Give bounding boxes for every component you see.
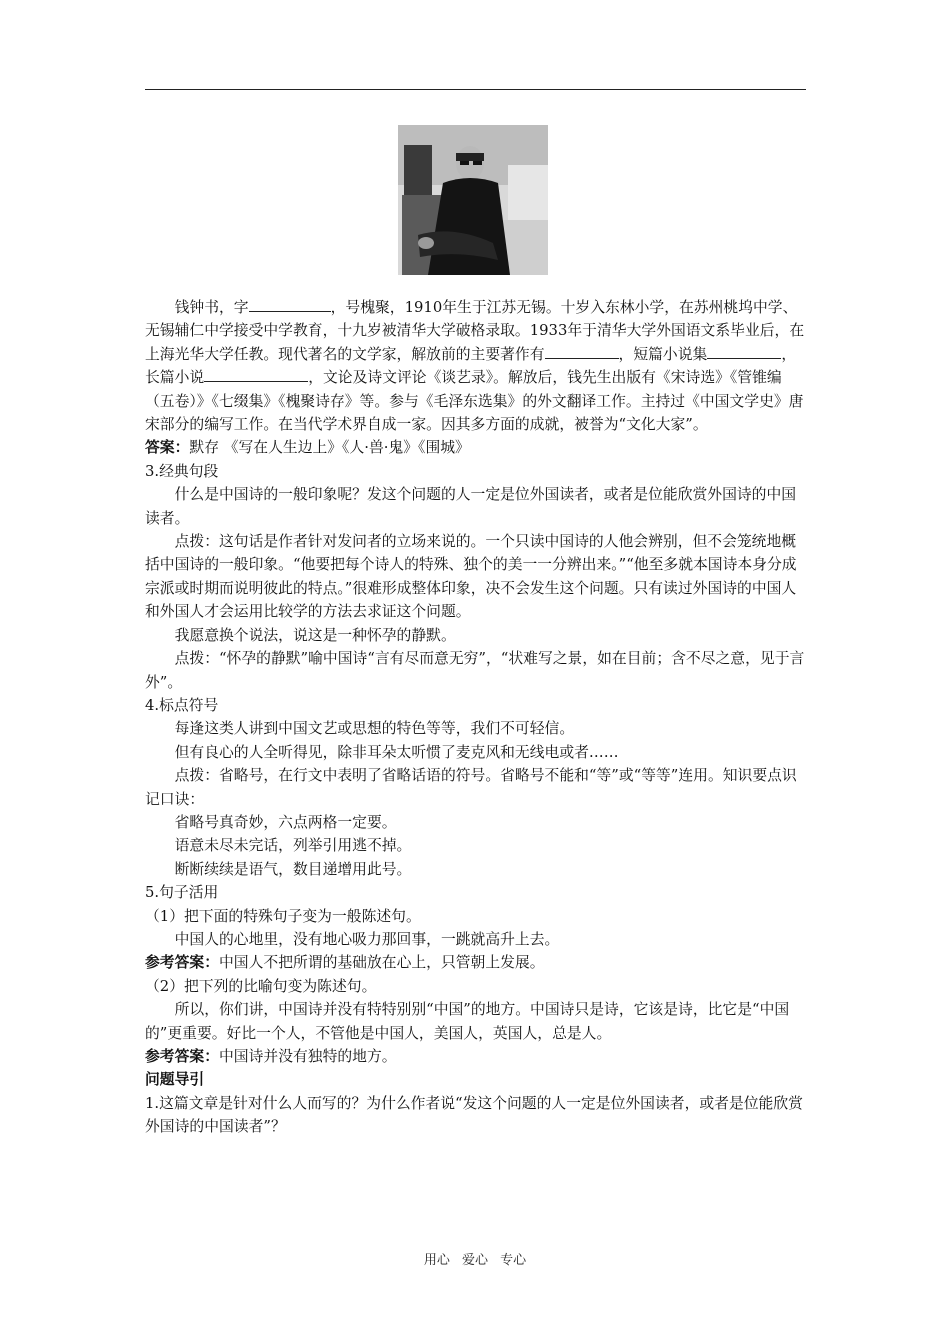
section-4-line-1: 每逢这类人讲到中国文艺或思想的特色等等，我们不可轻信。 <box>174 720 575 738</box>
intro-answer <box>145 436 807 459</box>
answer-label: 答案： <box>145 439 190 457</box>
intro-paragraph <box>145 296 807 436</box>
fill-blank-courtesy-name <box>249 296 331 312</box>
header-rule <box>145 89 806 90</box>
section-5-answer-2 <box>145 1045 807 1068</box>
question-guide-heading: 问题导引 <box>145 1071 205 1089</box>
reference-answer-2: 中国诗并没有独特的地方。 <box>219 1048 397 1065</box>
section-4-heading: 4.标点符号 <box>145 696 219 714</box>
intro-text-4: ，长篇小说 <box>145 345 797 387</box>
reference-answer-1: 中国人不把所谓的基础放在心上，只管朝上发展。 <box>219 954 545 972</box>
section-4-line-2: 但有良心的人全听得见，除非耳朵太听惯了麦克风和无线电或者…… <box>174 743 619 761</box>
section-3-quote-2: 我愿意换个说法，说这是一种怀孕的静默。 <box>174 626 456 644</box>
intro-text-3: ，短篇小说集 <box>618 345 708 363</box>
section-4-verse-1: 省略号真奇妙，六点两格一定要。 <box>174 813 397 831</box>
author-portrait-image <box>398 125 548 275</box>
fill-blank-essay-collection <box>545 343 619 359</box>
section-3-note-2: 点拨：“怀孕的静默”喻中国诗“言有尽而意无穷”，“状难写之景，如在目前；含不尽之意，见于言外”。 <box>145 650 805 691</box>
fill-blank-short-story-collection <box>707 343 781 359</box>
section-5-question-1: （1）把下面的特殊句子变为一般陈述句。 <box>145 907 421 925</box>
page-footer: 用心 爱心 专心 <box>423 1253 527 1268</box>
section-5-question-2-text: 所以，你们讲，中国诗并没有特特别别“中国”的地方。中国诗只是诗，它该是诗，比它是“中国的”更重要。好比一个人，不管他是中国人，美国人，英国人，总是人。 <box>145 1001 790 1042</box>
reference-answer-label: 参考答案： <box>145 954 219 972</box>
section-5-question-2: （2）把下列的比喻句变为陈述句。 <box>145 977 377 995</box>
fill-blank-novel <box>204 366 308 382</box>
document-body <box>145 296 807 1139</box>
intro-text-5: ，文论及诗文评论《谈艺录》。解放后，钱先生出版有《宋诗选》《管锥编（五卷）》《七缀集》《槐聚诗存》等。参与《毛泽东选集》的外文翻译工作。主持过《中国文学史》唐宋部分的编写工作。在当代学术界自成一家。因其多方面的成就，被誉为“文化大家”。 <box>145 369 804 434</box>
section-5-answer-1 <box>145 951 807 974</box>
section-3-quote-1: 什么是中国诗的一般印象呢？发这个问题的人一定是位外国读者，或者是位能欣赏外国诗的中国读者。 <box>145 486 797 527</box>
answer-text: 默存 《写在人生边上》《人·兽·鬼》《围城》 <box>189 439 470 457</box>
section-5-question-1-text: 中国人的心地里，没有地心吸力那回事，一跳就高升上去。 <box>174 930 560 948</box>
section-3-heading: 3.经典句段 <box>145 462 219 480</box>
intro-text-1: 钱钟书，字 <box>174 299 249 316</box>
question-guide-item-1: 1.这篇文章是针对什么人而写的？为什么作者说“发这个问题的人一定是位外国读者，或者是位能欣赏外国诗的中国读者”？ <box>145 1094 803 1136</box>
section-4-verse-2: 语意未尽未完话，列举引用逃不掉。 <box>174 837 412 855</box>
section-3-note-1: 点拨：这句话是作者针对发问者的立场来说的。一个只读中国诗的人他会辨别，但不会笼统地概括中国诗的一般印象。“他要把每个诗人的特殊、独个的美一一分辨出来。”“他至多就本国诗本身分成宗派或时期而说明彼此的特点。”很难形成整体印象，决不会发生这个问题。只有读过外国诗的中国人和外国人才会运用比较学的方法去求证这个问题。 <box>145 533 797 621</box>
section-5-heading: 5.句子活用 <box>145 884 219 902</box>
intro-text-2: ，号槐聚，1910年生于江苏无锡。十岁入东林小学，在苏州桃坞中学、无锡辅仁中学接受中学教育，十九岁被清华大学破格录取。1933年于清华大学外国语文系毕业后，在上海光华大学任教。现代著名的文学家，解放前的主要著作有 <box>145 299 805 363</box>
section-4-verse-3: 断断续续是语气，数目递增用此号。 <box>174 860 412 878</box>
section-4-note: 点拨：省略号，在行文中表明了省略话语的符号。省略号不能和“等”或“等等”连用。知识要点识记口诀： <box>145 767 797 808</box>
reference-answer-label: 参考答案： <box>145 1048 219 1065</box>
